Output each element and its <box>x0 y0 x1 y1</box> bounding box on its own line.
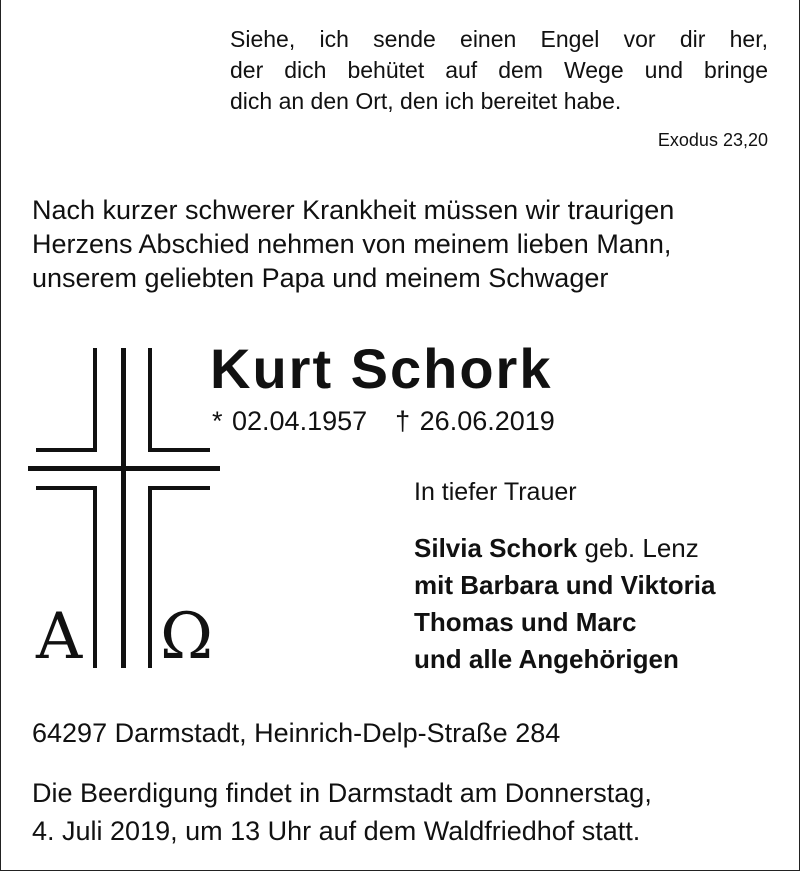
verse-line: Siehe, ich sende einen Engel vor dir her, <box>230 26 768 52</box>
verse-source: Exodus 23,20 <box>657 130 768 150</box>
mourner-name: Silvia Schork <box>414 533 578 563</box>
mourner-line <box>414 530 716 567</box>
life-dates <box>212 406 555 437</box>
verse-line: dich an den Ort, den ich bereitet habe. <box>230 88 622 114</box>
omega-symbol: Ω <box>160 600 214 674</box>
funeral-info <box>32 774 652 850</box>
mourner-line: Thomas und Marc <box>414 607 637 637</box>
intro-line: Herzens Abschied nehmen von meinem lieben Mann, <box>32 229 672 259</box>
funeral-line: 4. Juli 2019, um 13 Uhr auf dem Waldfriedhof statt. <box>32 816 641 846</box>
mourning-heading: In tiefer Trauer <box>414 478 577 506</box>
bible-verse <box>230 24 768 117</box>
birth-date: * 02.04.1957 <box>212 406 368 436</box>
mourner-maiden-name: geb. Lenz <box>577 533 699 563</box>
mourners-list <box>414 530 716 678</box>
death-date: † 26.06.2019 <box>395 406 555 436</box>
deceased-name: Kurt Schork <box>210 337 553 400</box>
alpha-symbol: A <box>36 600 83 674</box>
verse-line: der dich behütet auf dem Wege und bringe <box>230 57 768 83</box>
funeral-line: Die Beerdigung findet in Darmstadt am Donnerstag, <box>32 778 652 808</box>
mourner-line: und alle Angehörigen <box>414 644 679 674</box>
intro-line: Nach kurzer schwerer Krankheit müssen wir traurigen <box>32 195 675 225</box>
intro-line: unserem geliebten Papa und meinem Schwager <box>32 263 609 293</box>
address: 64297 Darmstadt, Heinrich-Delp-Straße 284 <box>32 718 561 748</box>
mourner-line: mit Barbara und Viktoria <box>414 570 716 600</box>
intro-text <box>32 193 674 295</box>
